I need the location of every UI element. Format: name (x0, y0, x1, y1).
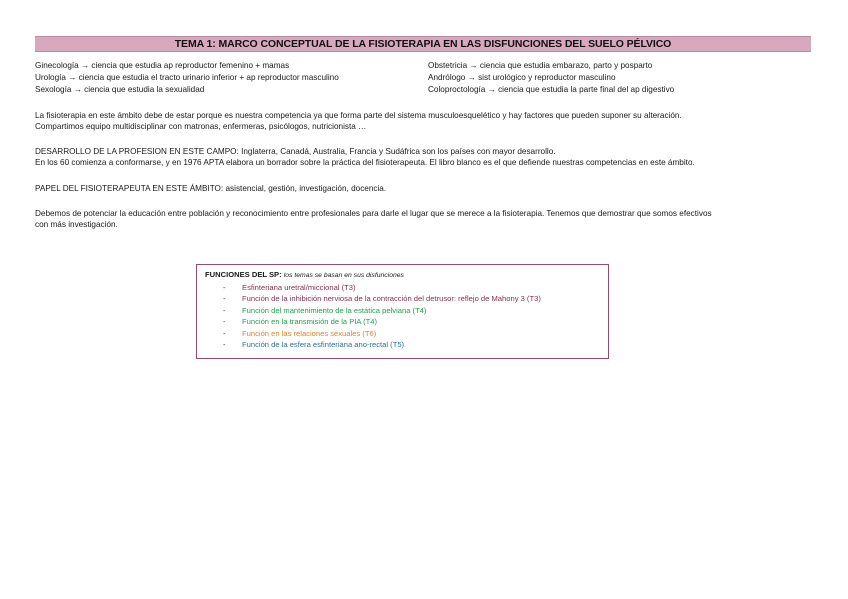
definition-obstetricia: Obstetricia → ciencia que estudia embarazo, parto y posparto (428, 61, 653, 70)
paragraph-line: En los 60 comienza a conformarse, y en 1976 APTA elabora un borrador sobre la práctica del fisioterapeuta. El libro blanco es el que defiende nuestras competencias en este ámbito. (35, 158, 695, 168)
function-item (205, 328, 600, 339)
page-title: TEMA 1: MARCO CONCEPTUAL DE LA FISIOTERAPIA EN LAS DISFUNCIONES DEL SUELO PÉLVICO (35, 36, 811, 52)
function-item (205, 293, 600, 304)
list-dash: - (223, 317, 226, 327)
list-dash: - (223, 305, 226, 315)
paragraph-line: DESARROLLO DE LA PROFESION EN ESTE CAMPO: Inglaterra, Canadá, Australia, Francia y Sudáfrica son los países con mayor desarrollo. (35, 147, 556, 156)
function-item-text: Función del mantenimiento de la estática pelviana (T4) (242, 305, 427, 315)
paragraph-line: con más investigación. (35, 220, 118, 230)
paragraph-line: Debemos de potenciar la educación entre población y reconocimiento entre profesionales para darle el lugar que se merece a la fisioterapia. Tenemos que demostrar que somos efectivos (35, 209, 712, 218)
function-item-text: Función de la esfera esfinteriana ano-rectal (T5) (242, 340, 405, 350)
functions-heading-label: FUNCIONES DEL SP: (205, 270, 282, 279)
functions-list (205, 282, 600, 350)
function-item (205, 282, 600, 293)
paragraph-desarrollo (35, 146, 815, 169)
definition-coloproctologia: Coloproctología → ciencia que estudia la parte final del ap digestivo (428, 85, 675, 95)
paragraph-line: Compartimos equipo multidisciplinar con matronas, enfermeras, psicólogos, nutricionista … (35, 122, 367, 132)
function-item-text: Función de la inhibición nerviosa de la contracción del detrusor: reflejo de Mahony 3 (T3) (242, 294, 541, 304)
definitions-left (35, 60, 339, 97)
list-dash: - (223, 340, 226, 350)
paragraph-potenciar (35, 208, 815, 231)
definition-andrologo: Andrólogo → sist urológico y reproductor masculino (428, 73, 616, 83)
definitions-right (428, 60, 674, 97)
function-item-text: Función en la transmisión de la PIA (T4) (242, 317, 378, 327)
paragraph-papel: PAPEL DEL FISIOTERAPEUTA EN ESTE ÁMBITO: asistencial, gestión, investigación, docencia. (35, 184, 387, 193)
list-dash: - (223, 283, 226, 292)
functions-subheading: los temas se basan en sus disfunciones (283, 272, 404, 279)
function-item-text: Función en las relaciones sexuales (T6) (242, 328, 377, 338)
list-dash: - (223, 328, 226, 338)
function-item (205, 339, 600, 350)
function-item (205, 316, 600, 327)
paragraph-competencia (35, 110, 815, 133)
function-item (205, 305, 600, 316)
definition-urologia: Urología → ciencia que estudia el tracto urinario inferior + ap reproductor masculino (35, 73, 339, 83)
list-dash: - (223, 294, 226, 304)
paragraph-line: La fisioterapia en este ámbito debe de estar porque es nuestra competencia ya que forma parte del sistema musculoesquelético y hay factores que pueden suponer su alteración. (35, 111, 682, 120)
functions-box (196, 264, 609, 359)
definition-sexologia: Sexología → ciencia que estudia la sexualidad (35, 85, 205, 95)
function-item-text: Esfinteriana uretral/miccional (T3) (242, 283, 356, 292)
functions-heading (205, 269, 600, 281)
definition-ginecologia: Ginecología → ciencia que estudia ap reproductor femenino + mamas (35, 61, 290, 70)
